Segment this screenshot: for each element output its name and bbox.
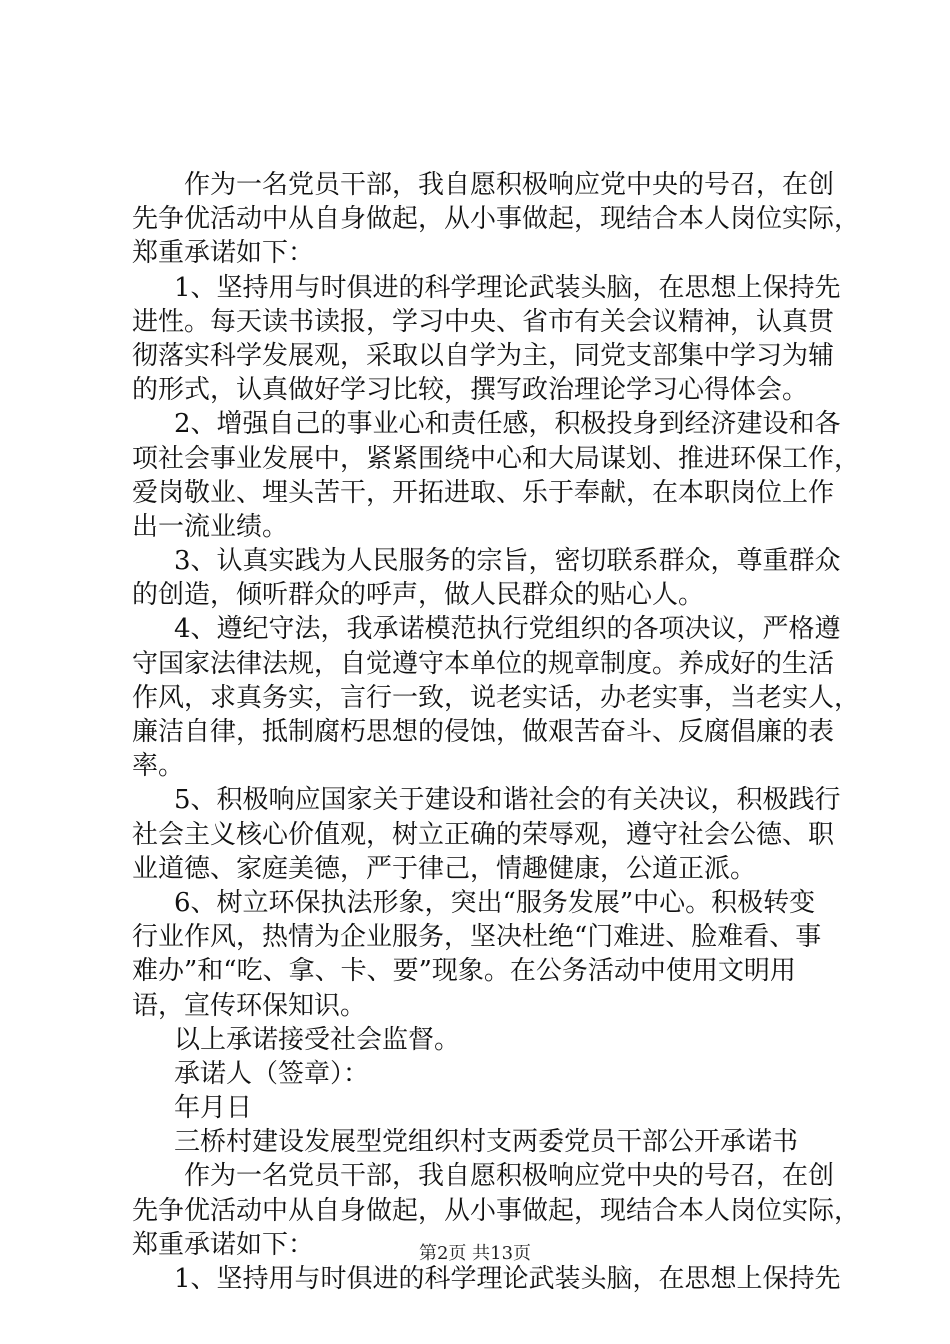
text-line: 先争优活动中从自身做起，从小事做起，现结合本人岗位实际， <box>132 1195 861 1226</box>
text-line: 廉洁自律，抵制腐朽思想的侵蚀，做艰苦奋斗、反腐倡廉的表 <box>132 717 835 747</box>
text-line: 爱岗敬业、埋头苦干，开拓进取、乐于奉献，在本职岗位上作 <box>132 477 835 508</box>
text-line: 3、认真实践为人民服务的宗旨，密切联系群众，尊重群众 <box>174 546 841 577</box>
text-line: 的创造，倾听群众的呼声，做人民群众的贴心人。 <box>132 580 705 611</box>
text-line: 社会主义核心价值观，树立正确的荣辱观，遵守社会公德、职 <box>132 819 835 850</box>
text-line: 率。 <box>132 751 185 782</box>
text-line: 进性。每天读书读报，学习中央、省市有关会议精神，认真贯 <box>132 306 835 337</box>
text-line: 以上承诺接受社会监督。 <box>174 1024 461 1055</box>
text-line: 的形式，认真做好学习比较，撰写政治理论学习心得体会。 <box>132 375 809 406</box>
text-line: 承诺人（签章）： <box>174 1058 370 1089</box>
text-line: 作为一名党员干部，我自愿积极响应党中央的号召，在创 <box>184 1161 835 1192</box>
text-line: 出一流业绩。 <box>132 511 289 542</box>
text-line: 守国家法律法规，自觉遵守本单位的规章制度。养成好的生活 <box>132 648 835 679</box>
page-footer <box>0 1243 950 1265</box>
text-line: 6、树立环保执法形象，突出“服务发展”中心。积极转变 <box>174 887 816 918</box>
text-line: 1、坚持用与时俱进的科学理论武装头脑，在思想上保持先 <box>174 272 841 303</box>
text-line: 难办”和“吃、拿、卡、要”现象。在公务活动中使用文明用 <box>132 956 796 987</box>
text-line: 1、坚持用与时俱进的科学理论武装头脑，在思想上保持先 <box>174 1264 841 1294</box>
text-line: 业道德、家庭美德，严于律己，情趣健康，公道正派。 <box>132 853 757 884</box>
text-line: 5、积极响应国家关于建设和谐社会的有关决议，积极践行 <box>174 785 841 816</box>
text-line: 行业作风，热情为企业服务，坚决杜绝“门难进、脸难看、事 <box>132 922 822 953</box>
text-line: 先争优活动中从自身做起，从小事做起，现结合本人岗位实际， <box>132 204 861 235</box>
text-line: 彻落实科学发展观，采取以自学为主，同党支部集中学习为辅 <box>132 340 835 371</box>
text-line: 年月日 <box>174 1093 253 1124</box>
document-body <box>132 168 861 1296</box>
text-line: 4、遵纪守法，我承诺模范执行党组织的各项决议，严格遵 <box>174 614 841 645</box>
text-line: 郑重承诺如下： <box>132 1229 315 1260</box>
section-title: 三桥村建设发展型党组织村支两委党员干部公开承诺书 <box>174 1127 799 1158</box>
text-line: 作为一名党员干部，我自愿积极响应党中央的号召，在创 <box>184 170 835 200</box>
text-line: 作风，求真务实，言行一致，说老实话，办老实事，当老实人， <box>132 682 861 713</box>
text-line: 2、增强自己的事业心和责任感，积极投身到经济建设和各 <box>174 409 841 440</box>
page-number: 第2页 共13页 <box>418 1243 532 1264</box>
text-line: 语，宣传环保知识。 <box>132 990 367 1021</box>
text-line: 郑重承诺如下： <box>132 238 315 269</box>
text-line: 项社会事业发展中，紧紧围绕中心和大局谋划、推进环保工作， <box>132 443 861 474</box>
